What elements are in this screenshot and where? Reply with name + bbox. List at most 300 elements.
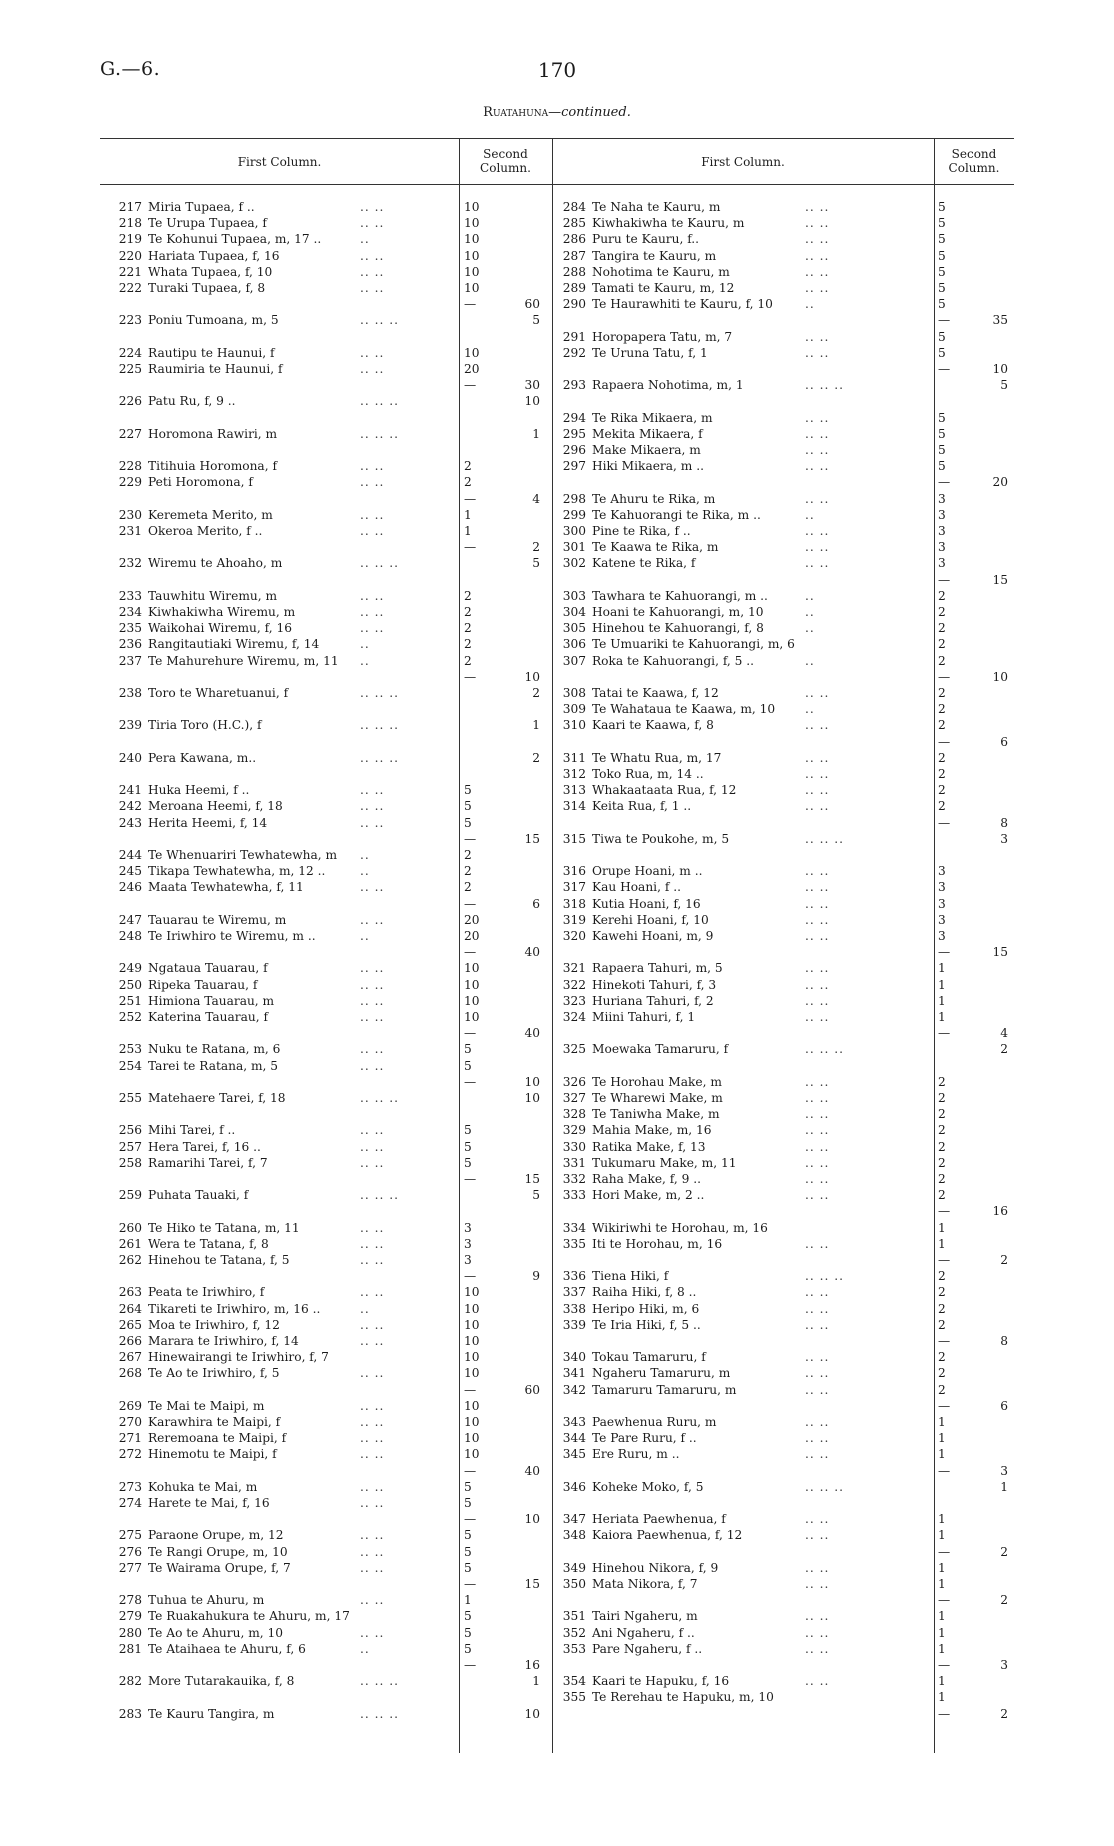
second-column-value: 10 — [464, 1010, 480, 1024]
leader-dots: .. .. — [805, 200, 830, 214]
subtotal-value: 15 — [524, 831, 540, 846]
second-column-value: — — [464, 1463, 477, 1478]
second-column-value: — — [938, 1463, 951, 1478]
second-column-value: 1 — [938, 961, 946, 976]
entry-name: Peti Horomona, f — [148, 475, 253, 490]
second-column-value: 2 — [464, 621, 472, 636]
leader-dots: .. .. .. — [360, 750, 399, 765]
entry-name: Kohuka te Mai, m — [148, 1479, 258, 1494]
leader-dots: .. .. — [805, 1155, 830, 1170]
entry-number: 319 — [562, 912, 586, 927]
second-column-value: — — [938, 1706, 951, 1721]
right-second-column-header: Second Column. — [948, 147, 1000, 175]
leader-dots: .. .. — [360, 1593, 385, 1608]
second-column-value: 2 — [938, 799, 946, 814]
leader-dots: .. .. — [805, 977, 830, 992]
second-column-value: — — [938, 1026, 951, 1041]
right-second-col-divider — [934, 138, 935, 1753]
second-column-value: 5 — [938, 459, 946, 474]
entry-number: 315 — [562, 831, 586, 846]
entry-number: 218 — [118, 216, 142, 231]
second-column-value: 5 — [938, 426, 946, 441]
subtotal-value: 40 — [524, 945, 540, 960]
entry-name: Koheke Moko, f, 5 — [592, 1479, 704, 1494]
entry-name: Toro te Wharetuanui, f — [148, 686, 289, 700]
leader-dots: .. .. — [805, 718, 830, 733]
leader-dots: .. .. — [360, 1447, 385, 1462]
entry-name: Tamati te Kauru, m, 12 — [592, 281, 735, 295]
entry-number: 229 — [118, 475, 142, 490]
second-column-value: — — [464, 1074, 477, 1089]
second-column-value: 2 — [464, 864, 472, 879]
entry-name: Himiona Tauarau, m — [148, 993, 275, 1008]
second-column-value: 10 — [464, 1301, 480, 1316]
second-column-value: 5 — [464, 1139, 472, 1154]
leader-dots: .. .. — [805, 1625, 830, 1640]
entry-name: Okeroa Merito, f .. — [148, 524, 263, 538]
entry-number: 271 — [118, 1431, 142, 1446]
entry-name: Tauarau te Wiremu, m — [148, 912, 287, 927]
leader-dots: .. .. — [805, 1010, 830, 1024]
leader-dots: .. — [360, 637, 370, 652]
entry-number: 228 — [118, 459, 142, 474]
entry-number: 224 — [118, 345, 142, 360]
entry-number: 287 — [562, 248, 586, 263]
second-column-value: 5 — [938, 345, 946, 360]
second-column-value: 5 — [464, 783, 472, 798]
entry-name: Mekita Mikaera, f — [592, 426, 703, 441]
entry-number: 346 — [562, 1479, 586, 1494]
subtotal-value: 2 — [1000, 1706, 1008, 1721]
entry-number: 329 — [562, 1123, 586, 1138]
entry-name: Herita Heemi, f, 14 — [148, 815, 268, 830]
second-column-value: 2 — [464, 459, 472, 474]
entry-name: Wikiriwhi te Horohau, m, 16 — [592, 1220, 768, 1235]
second-column-value: 2 — [938, 783, 946, 798]
entry-name: Miria Tupaea, f .. — [148, 200, 255, 214]
second-column-value: 20 — [464, 912, 480, 927]
leader-dots: .. — [360, 848, 370, 862]
leader-dots: .. .. — [805, 929, 830, 943]
leader-dots: .. .. — [805, 1107, 830, 1122]
entry-number: 303 — [562, 588, 586, 603]
leader-dots: .. .. — [805, 1236, 830, 1251]
second-column-value: 2 — [938, 588, 946, 603]
leader-dots: .. .. — [360, 1625, 385, 1640]
leader-dots: .. .. .. — [805, 378, 844, 393]
left-second-column-header: Second Column. — [480, 147, 531, 175]
second-column-value: — — [464, 896, 477, 911]
second-column-value: 1 — [464, 507, 472, 522]
leader-dots: .. .. — [805, 232, 830, 247]
second-column-value: 1 — [464, 1593, 472, 1608]
second-column-value: 2 — [938, 1317, 946, 1332]
entry-number: 307 — [562, 653, 586, 668]
entry-number: 284 — [562, 200, 586, 214]
entry-name: Kaiora Paewhenua, f, 12 — [592, 1528, 743, 1543]
second-column-value: 2 — [938, 686, 946, 700]
entry-number: 258 — [118, 1155, 142, 1170]
second-column-value: 10 — [464, 264, 480, 279]
entry-number: 338 — [562, 1301, 586, 1316]
leader-dots: .. .. — [805, 686, 830, 700]
entry-name: Marara te Iriwhiro, f, 14 — [148, 1334, 299, 1348]
second-column-value: 5 — [464, 1155, 472, 1170]
second-column-value: 3 — [938, 864, 946, 879]
entry-number: 289 — [562, 281, 586, 295]
leader-dots: .. .. — [805, 426, 830, 441]
leader-dots: .. .. — [805, 329, 830, 344]
leader-dots: .. .. — [360, 1253, 385, 1267]
second-column-value: 2 — [464, 880, 472, 895]
subtotal-value: 9 — [532, 1269, 540, 1284]
entry-name: Harete te Mai, f, 16 — [148, 1496, 270, 1510]
subtotal-value: 3 — [1000, 1658, 1008, 1672]
entry-number: 247 — [118, 912, 142, 927]
subtotal-value: 15 — [524, 1172, 540, 1186]
second-column-value: 1 — [938, 977, 946, 992]
entry-name: Patu Ru, f, 9 .. — [148, 394, 236, 409]
entry-number: 291 — [562, 329, 586, 344]
entry-name: Ngaheru Tamaruru, m — [592, 1366, 731, 1381]
entry-name: Ngataua Tauarau, f — [148, 961, 268, 976]
subtotal-value: 3 — [1000, 831, 1008, 846]
second-column-value: 10 — [464, 281, 480, 295]
subtotal-value: 35 — [992, 313, 1008, 328]
entry-name: Tukumaru Make, m, 11 — [592, 1155, 737, 1170]
subtotal-value: 2 — [1000, 1042, 1008, 1057]
entry-name: Mahia Make, m, 16 — [592, 1123, 712, 1138]
second-column-value: 5 — [464, 1496, 472, 1510]
leader-dots: .. .. — [360, 1042, 385, 1057]
leader-dots: .. .. .. — [805, 1269, 844, 1284]
entry-name: Puru te Kauru, f.. — [592, 232, 700, 247]
leader-dots: .. .. — [805, 1577, 830, 1591]
leader-dots: .. .. — [360, 1496, 385, 1510]
second-column-value: 2 — [938, 1074, 946, 1089]
entry-number: 296 — [562, 443, 586, 457]
second-column-value: 5 — [938, 329, 946, 344]
subtotal-value: 6 — [1000, 1398, 1008, 1413]
page-number: 170 — [537, 58, 577, 82]
leader-dots: .. .. — [805, 264, 830, 279]
entry-name: Tarei te Ratana, m, 5 — [148, 1058, 279, 1073]
entry-name: Kutia Hoani, f, 16 — [592, 896, 701, 911]
entry-number: 269 — [118, 1398, 142, 1413]
second-column-value: 5 — [938, 297, 946, 312]
leader-dots: .. .. — [805, 896, 830, 911]
entry-name: Hinehou te Tatana, f, 5 — [148, 1253, 290, 1267]
entry-number: 310 — [562, 718, 586, 733]
entry-name: Tatai te Kaawa, f, 12 — [592, 686, 719, 700]
second-column-value: — — [938, 815, 951, 830]
entry-number: 262 — [118, 1253, 142, 1267]
second-column-value: — — [464, 831, 477, 846]
entry-number: 268 — [118, 1366, 142, 1381]
subtotal-value: 15 — [524, 1577, 540, 1591]
entry-name: Iti te Horohau, m, 16 — [592, 1236, 723, 1251]
leader-dots: .. — [805, 702, 815, 717]
entry-name: Te Hiko te Tatana, m, 11 — [148, 1220, 300, 1235]
entry-number: 298 — [562, 491, 586, 506]
second-column-value: — — [938, 945, 951, 960]
entry-number: 245 — [118, 864, 142, 879]
entry-name: Keita Rua, f, 1 .. — [592, 799, 692, 814]
second-column-value: — — [938, 1334, 951, 1348]
second-column-value: 5 — [464, 1544, 472, 1559]
second-column-value: 10 — [464, 961, 480, 976]
leader-dots: .. .. — [360, 605, 385, 619]
second-column-value: 10 — [464, 1334, 480, 1348]
second-column-value: 2 — [938, 1107, 946, 1122]
leader-dots: .. .. .. — [360, 426, 399, 441]
leader-dots: .. .. — [805, 1139, 830, 1154]
entry-number: 340 — [562, 1350, 586, 1365]
entry-number: 339 — [562, 1317, 586, 1332]
entry-number: 240 — [118, 750, 142, 765]
leader-dots: .. .. — [360, 912, 385, 927]
subtotal-value: 15 — [992, 945, 1008, 960]
subtotal-value: 10 — [524, 1512, 540, 1527]
entry-name: Rangitautiaki Wiremu, f, 14 — [148, 637, 320, 652]
entry-name: Hiki Mikaera, m .. — [592, 459, 704, 474]
leader-dots: .. .. — [360, 1139, 385, 1154]
entry-name: Te Rangi Orupe, m, 10 — [148, 1544, 288, 1559]
leader-dots: .. .. — [805, 961, 830, 976]
entry-number: 255 — [118, 1091, 142, 1105]
entry-name: Te Mai te Maipi, m — [148, 1398, 265, 1413]
second-column-value: 1 — [938, 1625, 946, 1640]
entry-name: Matehaere Tarei, f, 18 — [148, 1091, 286, 1105]
leader-dots: .. .. — [360, 264, 385, 279]
entry-name: Te Ruakahukura te Ahuru, m, 17 — [148, 1609, 350, 1624]
entry-name: Tokau Tamaruru, f — [592, 1350, 706, 1365]
second-column-value: 5 — [464, 1609, 472, 1624]
second-column-value: — — [464, 945, 477, 960]
subtotal-value: 2 — [1000, 1253, 1008, 1267]
leader-dots: .. .. — [360, 1528, 385, 1543]
leader-dots: .. — [805, 588, 815, 603]
entry-name: Kau Hoani, f .. — [592, 880, 681, 895]
leader-dots: .. — [360, 232, 370, 247]
second-column-value: 2 — [938, 1188, 946, 1203]
entry-number: 352 — [562, 1625, 586, 1640]
entry-name: Ratika Make, f, 13 — [592, 1139, 706, 1154]
entry-number: 332 — [562, 1172, 586, 1186]
leader-dots: .. .. — [360, 216, 385, 231]
entry-number: 330 — [562, 1139, 586, 1154]
second-column-value: — — [464, 491, 477, 506]
entry-name: Ripeka Tauarau, f — [148, 977, 258, 992]
entry-name: Katerina Tauarau, f — [148, 1010, 268, 1024]
leader-dots: .. .. — [805, 1528, 830, 1543]
table-top-rule — [100, 138, 1014, 139]
second-column-value: 5 — [464, 1560, 472, 1575]
leader-dots: .. .. — [360, 783, 385, 798]
second-column-value: 5 — [464, 1625, 472, 1640]
leader-dots: .. — [360, 1301, 370, 1316]
subtotal-value: 4 — [1000, 1026, 1008, 1041]
entry-name: Raha Make, f, 9 .. — [592, 1172, 702, 1186]
second-column-value: 2 — [464, 848, 472, 862]
entry-number: 267 — [118, 1350, 142, 1365]
entry-number: 335 — [562, 1236, 586, 1251]
entry-name: Huriana Tahuri, f, 2 — [592, 993, 714, 1008]
second-column-value: — — [464, 1658, 477, 1672]
second-column-value: 2 — [938, 767, 946, 781]
leader-dots: .. — [805, 605, 815, 619]
entry-number: 295 — [562, 426, 586, 441]
leader-dots: .. — [360, 653, 370, 668]
second-column-value: 3 — [938, 491, 946, 506]
entry-name: Tiria Toro (H.C.), f — [148, 718, 262, 733]
leader-dots: .. .. — [360, 362, 385, 376]
entry-name: Heripo Hiki, m, 6 — [592, 1301, 700, 1316]
leader-dots: .. .. — [805, 767, 830, 781]
second-column-value: 1 — [938, 1236, 946, 1251]
second-column-value: 2 — [464, 637, 472, 652]
subtotal-value: 2 — [532, 686, 540, 700]
page-reference: G.—6. — [100, 58, 161, 80]
entry-name: Poniu Tumoana, m, 5 — [148, 313, 279, 328]
leader-dots: .. .. — [805, 1366, 830, 1381]
second-column-value: 1 — [938, 1674, 946, 1689]
second-column-value: 10 — [464, 1398, 480, 1413]
second-column-value: 3 — [938, 896, 946, 911]
second-column-value: 1 — [938, 1609, 946, 1624]
leader-dots: .. .. — [360, 1317, 385, 1332]
leader-dots: .. .. — [360, 459, 385, 474]
second-column-value: — — [938, 313, 951, 328]
second-column-value: 5 — [938, 200, 946, 214]
entry-number: 223 — [118, 313, 142, 328]
leader-dots: .. .. — [805, 1560, 830, 1575]
second-column-value: 1 — [938, 1641, 946, 1656]
leader-dots: .. .. — [805, 1285, 830, 1300]
entry-name: Pera Kawana, m.. — [148, 750, 257, 765]
second-column-value: 10 — [464, 200, 480, 214]
subtotal-value: 40 — [524, 1026, 540, 1041]
subtotal-value: 8 — [1000, 1334, 1008, 1348]
entry-name: Hariata Tupaea, f, 16 — [148, 248, 280, 263]
leader-dots: .. .. — [360, 1479, 385, 1494]
second-column-value: 2 — [938, 653, 946, 668]
second-column-value: 2 — [938, 621, 946, 636]
leader-dots: .. .. — [805, 216, 830, 231]
leader-dots: .. .. — [805, 459, 830, 474]
leader-dots: .. .. — [805, 1317, 830, 1332]
second-column-value: — — [464, 1269, 477, 1284]
subtotal-value: 6 — [532, 896, 540, 911]
entry-number: 281 — [118, 1641, 142, 1656]
leader-dots: .. .. .. — [360, 1674, 399, 1689]
leader-dots: .. .. .. — [360, 1091, 399, 1105]
entry-name: Mata Nikora, f, 7 — [592, 1577, 698, 1591]
left-second-col-divider — [459, 138, 460, 1753]
second-column-value: 3 — [464, 1220, 472, 1235]
leader-dots: .. .. .. — [360, 1188, 399, 1203]
second-column-value: — — [938, 1253, 951, 1267]
second-column-value: 10 — [464, 1317, 480, 1332]
entry-number: 274 — [118, 1496, 142, 1510]
subtotal-value: 20 — [992, 475, 1008, 490]
page-subtitle — [0, 105, 1114, 120]
second-column-value: 2 — [938, 1269, 946, 1284]
second-column-value: 2 — [464, 588, 472, 603]
subtotal-value: 1 — [532, 718, 540, 733]
second-column-value: 1 — [938, 1447, 946, 1462]
entry-number: 257 — [118, 1139, 142, 1154]
entry-number: 316 — [562, 864, 586, 879]
entry-number: 318 — [562, 896, 586, 911]
entry-number: 294 — [562, 410, 586, 425]
second-column-value: 2 — [464, 475, 472, 490]
subtotal-value: 16 — [524, 1658, 540, 1672]
entry-number: 297 — [562, 459, 586, 474]
entry-name: Ani Ngaheru, f .. — [592, 1625, 695, 1640]
leader-dots: .. .. — [805, 345, 830, 360]
entry-number: 292 — [562, 345, 586, 360]
entry-name: Make Mikaera, m — [592, 443, 701, 457]
entry-number: 320 — [562, 929, 586, 943]
second-column-value: 10 — [464, 977, 480, 992]
entry-name: Turaki Tupaea, f, 8 — [148, 281, 266, 295]
entry-name: Titihuia Horomona, f — [148, 459, 277, 474]
entry-name: Maata Tewhatewha, f, 11 — [148, 880, 304, 895]
leader-dots: .. .. — [805, 799, 830, 814]
entry-name: Meroana Heemi, f, 18 — [148, 799, 283, 814]
second-column-value: 1 — [938, 1512, 946, 1527]
leader-dots: .. .. — [805, 912, 830, 927]
entry-number: 239 — [118, 718, 142, 733]
subtotal-value: 10 — [524, 1091, 540, 1105]
entry-name: Katene te Rika, f — [592, 556, 696, 571]
second-column-value: 1 — [938, 1528, 946, 1543]
entry-number: 232 — [118, 556, 142, 571]
entry-number: 226 — [118, 394, 142, 409]
entry-name: Te Wairama Orupe, f, 7 — [148, 1560, 291, 1575]
entry-name: Raumiria te Haunui, f — [148, 362, 283, 376]
entry-number: 244 — [118, 848, 142, 862]
second-column-value: 2 — [464, 605, 472, 619]
subtotal-value: 2 — [1000, 1544, 1008, 1559]
entry-number: 280 — [118, 1625, 142, 1640]
entry-number: 326 — [562, 1074, 586, 1089]
entry-number: 276 — [118, 1544, 142, 1559]
entry-number: 278 — [118, 1593, 142, 1608]
entry-number: 327 — [562, 1091, 586, 1105]
second-column-value: — — [938, 1398, 951, 1413]
entry-name: Whata Tupaea, f, 10 — [148, 264, 273, 279]
entry-number: 251 — [118, 993, 142, 1008]
second-column-value: — — [938, 1593, 951, 1608]
second-column-value: 5 — [464, 1528, 472, 1543]
entry-name: Te Kohunui Tupaea, m, 17 .. — [148, 232, 322, 247]
entry-name: Te Ao te Iriwhiro, f, 5 — [148, 1366, 280, 1381]
entry-name: Mihi Tarei, f .. — [148, 1123, 236, 1138]
entry-number: 248 — [118, 929, 142, 943]
second-column-value: 5 — [464, 1479, 472, 1494]
entry-name: Toko Rua, m, 14 .. — [592, 767, 704, 781]
entry-number: 333 — [562, 1188, 586, 1203]
entry-number: 270 — [118, 1415, 142, 1429]
entry-name: Te Ao te Ahuru, m, 10 — [148, 1625, 284, 1640]
second-column-value: 20 — [464, 362, 480, 376]
second-column-value: — — [464, 1512, 477, 1527]
subtotal-value: 5 — [1000, 378, 1008, 393]
subtotal-value: 16 — [992, 1204, 1008, 1219]
entry-number: 323 — [562, 993, 586, 1008]
